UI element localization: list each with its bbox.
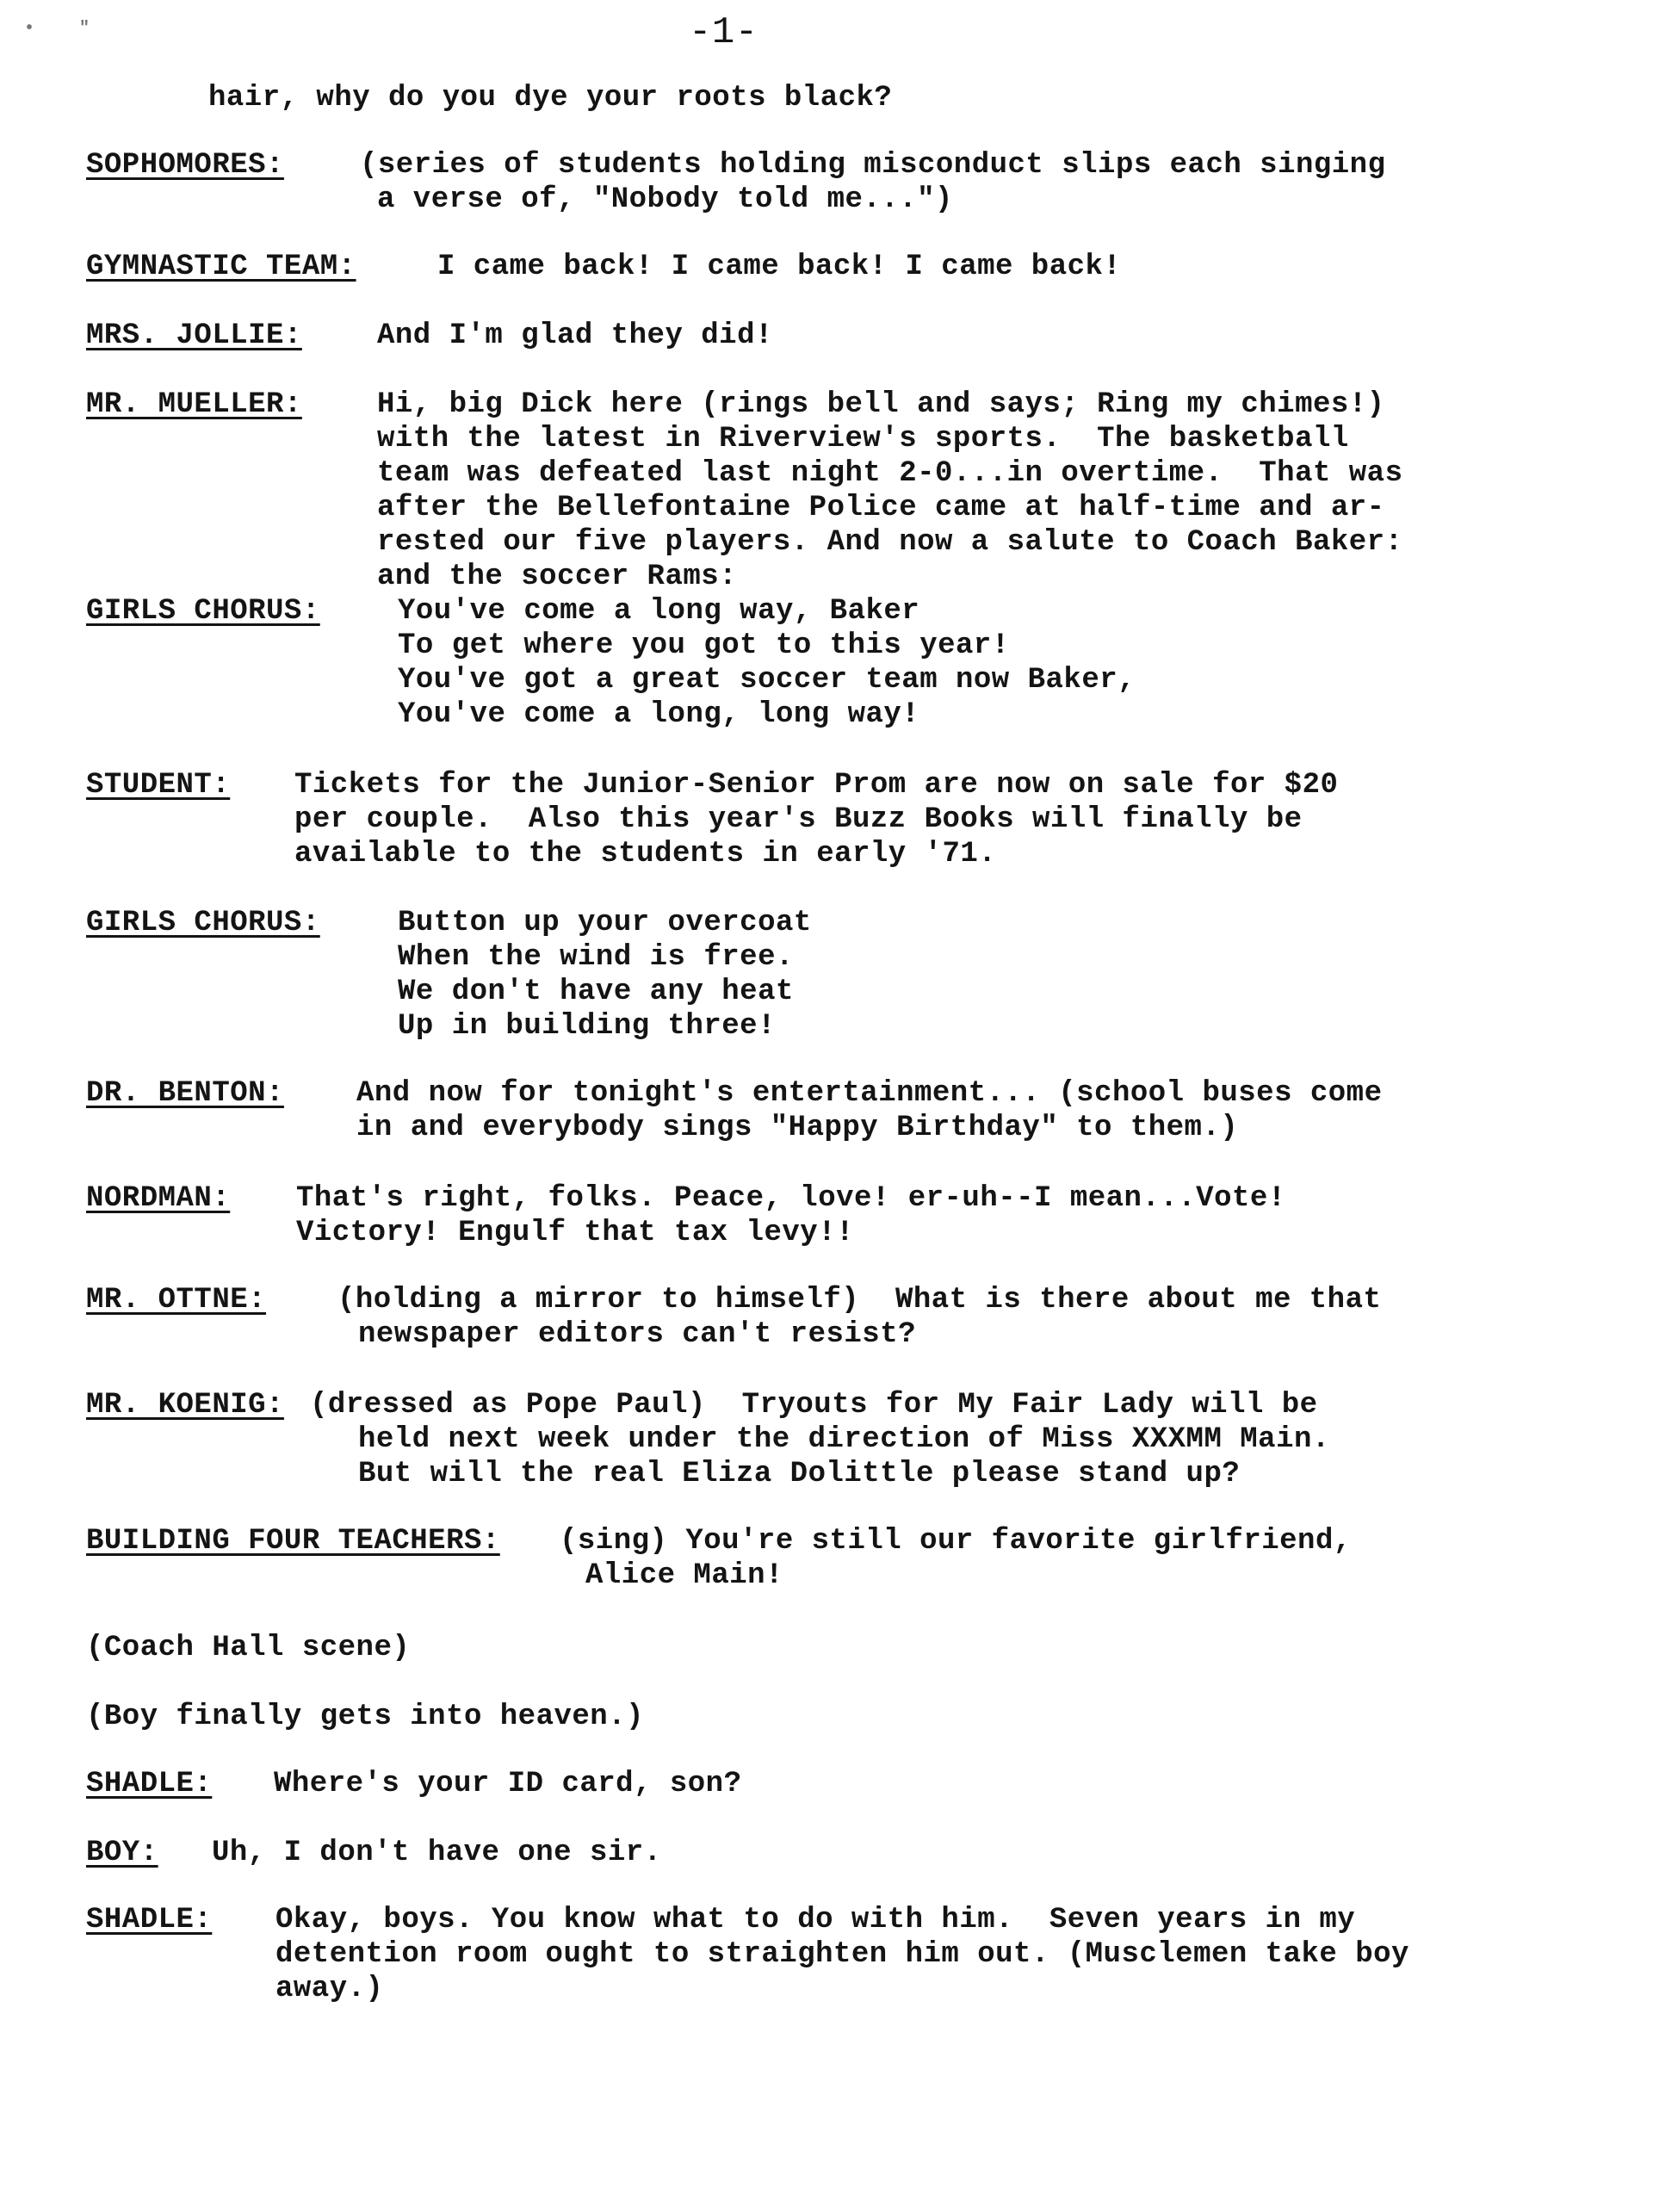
speaker-name: BUILDING FOUR TEACHERS: (86, 1525, 500, 1558)
speaker-name: GYMNASTIC TEAM: (86, 251, 356, 283)
page-number: -1- (689, 11, 758, 54)
dialogue-line: Up in building three! (398, 1010, 776, 1043)
dialogue-line: (holding a mirror to himself) What is there about me that (337, 1284, 1382, 1317)
margin-mark: " (79, 19, 90, 39)
dialogue-line: a verse of, "Nobody told me...") (377, 183, 953, 216)
dialogue-line: hair, why do you dye your roots black? (208, 82, 893, 115)
speaker-name: MR. MUELLER: (86, 388, 302, 421)
speaker-name: SOPHOMORES: (86, 149, 284, 182)
margin-mark: • (24, 19, 35, 39)
dialogue-line: You've come a long, long way! (398, 698, 920, 731)
dialogue-line: Tickets for the Junior-Senior Prom are now on sale for $20 (294, 769, 1339, 802)
dialogue-line: (series of students holding misconduct slips each singing (360, 149, 1386, 182)
dialogue-line: with the latest in Riverview's sports. The basketball (377, 423, 1349, 455)
speaker-name: SHADLE: (86, 1768, 213, 1800)
speaker-name: BOY: (86, 1837, 158, 1869)
dialogue-line: (Boy finally gets into heaven.) (86, 1701, 645, 1733)
dialogue-line: after the Bellefontaine Police came at half-time and ar- (377, 492, 1385, 524)
dialogue-line: Alice Main! (585, 1559, 783, 1592)
dialogue-line: detention room ought to straighten him out. (Musclemen take boy (276, 1938, 1409, 1971)
speaker-name: GIRLS CHORUS: (86, 907, 320, 939)
dialogue-line: in and everybody sings "Happy Birthday" to them.) (356, 1112, 1239, 1144)
dialogue-line: That's right, folks. Peace, love! er-uh--I mean...Vote! (296, 1182, 1286, 1215)
dialogue-line: team was defeated last night 2-0...in overtime. That was (377, 457, 1403, 490)
dialogue-line: Hi, big Dick here (rings bell and says; Ring my chimes!) (377, 388, 1385, 421)
speaker-name: MRS. JOLLIE: (86, 319, 302, 352)
speaker-name: MR. OTTNE: (86, 1284, 267, 1317)
dialogue-line: rested our five players. And now a salute to Coach Baker: (377, 526, 1403, 559)
speaker-name: DR. BENTON: (86, 1077, 284, 1110)
dialogue-line: away.) (276, 1973, 384, 2005)
dialogue-line: (sing) You're still our favorite girlfriend, (560, 1525, 1352, 1558)
dialogue-line: But will the real Eliza Dolittle please stand up? (358, 1458, 1241, 1490)
dialogue-line: And I'm glad they did! (377, 319, 773, 352)
dialogue-line: Button up your overcoat (398, 907, 812, 939)
dialogue-line: Where's your ID card, son? (274, 1768, 742, 1800)
speaker-name: STUDENT: (86, 769, 231, 802)
dialogue-line: per couple. Also this year's Buzz Books will finally be (294, 803, 1303, 836)
dialogue-line: newspaper editors can't resist? (358, 1318, 917, 1351)
dialogue-line: (Coach Hall scene) (86, 1632, 411, 1664)
dialogue-line: We don't have any heat (398, 976, 794, 1008)
dialogue-line: And now for tonight's entertainment... (school buses come (356, 1077, 1383, 1110)
dialogue-line: You've come a long way, Baker (398, 595, 920, 628)
dialogue-line: I came back! I came back! I came back! (437, 251, 1122, 283)
speaker-name: NORDMAN: (86, 1182, 231, 1215)
dialogue-line: (dressed as Pope Paul) Tryouts for My Fair Lady will be (310, 1389, 1318, 1422)
dialogue-line: Okay, boys. You know what to do with him. Seven years in my (276, 1904, 1356, 1936)
dialogue-line: Victory! Engulf that tax levy!! (296, 1217, 855, 1249)
dialogue-line: To get where you got to this year! (398, 629, 1010, 662)
dialogue-line: and the soccer Rams: (377, 561, 738, 593)
speaker-name: SHADLE: (86, 1904, 213, 1936)
dialogue-line: You've got a great soccer team now Baker, (398, 664, 1136, 697)
speaker-name: MR. KOENIG: (86, 1389, 284, 1422)
dialogue-line: When the wind is free. (398, 941, 794, 974)
dialogue-line: Uh, I don't have one sir. (212, 1837, 662, 1869)
dialogue-line: held next week under the direction of Miss XXXMM Main. (358, 1423, 1330, 1456)
speaker-name: GIRLS CHORUS: (86, 595, 320, 628)
dialogue-line: available to the students in early '71. (294, 838, 997, 871)
